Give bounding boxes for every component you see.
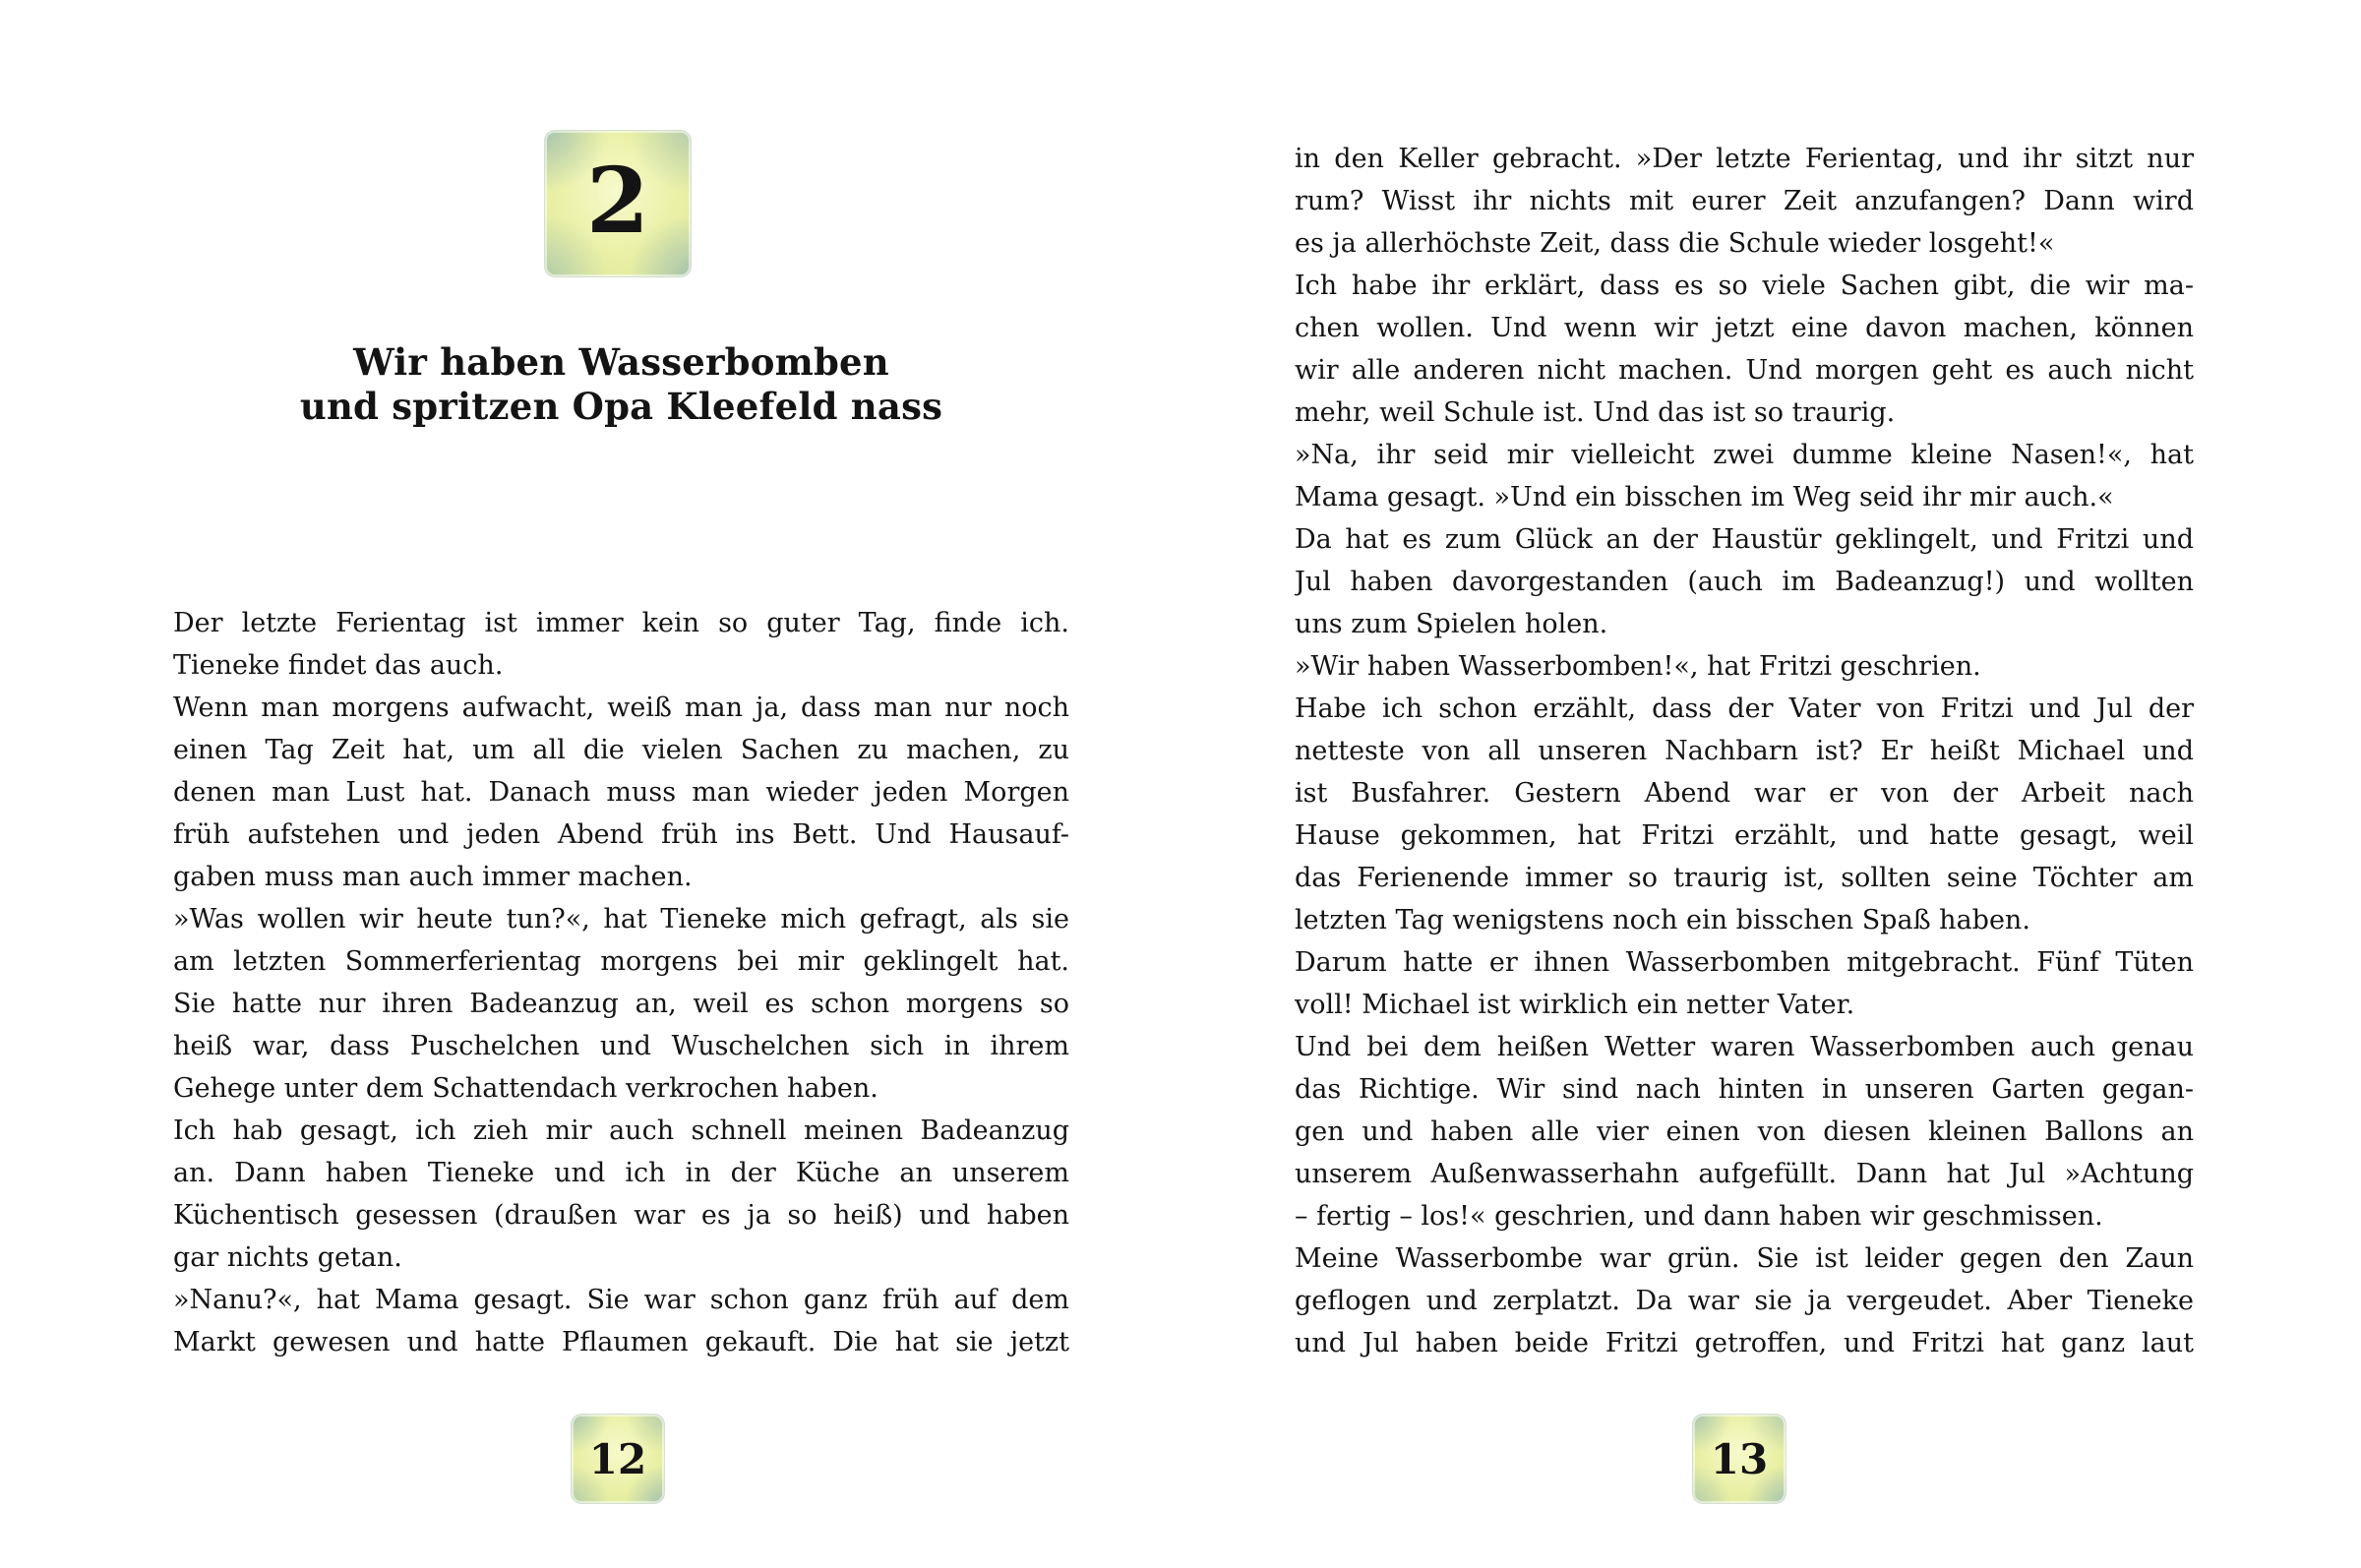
text-line: Meine Wasserbombe war grün. Sie ist leider gegen den Zaun — [1295, 1243, 2194, 1274]
chapter-number-badge — [545, 131, 691, 276]
text-line: netteste von all unseren Nachbarn ist? Er heißt Michael und — [1295, 736, 2194, 766]
text-line: Gehege unter dem Schattendach verkrochen haben. — [173, 1073, 878, 1104]
chapter-number: 2 — [585, 148, 649, 254]
text-line: uns zum Spielen holen. — [1295, 609, 1608, 639]
text-line: heiß war, dass Puschelchen und Wuschelchen sich in ihrem — [173, 1031, 1069, 1061]
text-line: Darum hatte er ihnen Wasserbomben mitgebracht. Fünf Tüten — [1295, 947, 2194, 978]
text-line: denen man Lust hat. Danach muss man wieder jeden Morgen — [173, 777, 1069, 808]
text-line: wir alle anderen nicht machen. Und morgen geht es auch nicht — [1295, 355, 2194, 386]
text-line: Der letzte Ferientag ist immer kein so guter Tag, finde ich. — [173, 608, 1069, 638]
text-line: gaben muss man auch immer machen. — [173, 862, 693, 892]
page-number-left: 12 — [588, 1434, 647, 1483]
text-line: Tieneke findet das auch. — [173, 650, 504, 681]
text-line: »Na, ihr seid mir vielleicht zwei dumme kleine Nasen!«, hat — [1295, 440, 2194, 470]
text-line: ist Busfahrer. Gestern Abend war er von der Arbeit nach — [1295, 778, 2194, 809]
text-line: »Was wollen wir heute tun?«, hat Tieneke mich gefragt, als sie — [173, 904, 1069, 935]
text-line: einen Tag Zeit hat, um all die vielen Sachen zu machen, zu — [173, 735, 1069, 765]
right-page-body — [1295, 138, 2194, 1364]
text-line: Mama gesagt. »Und ein bisschen im Weg seid ihr mir auch.« — [1295, 482, 2114, 513]
text-line: geflogen und zerplatzt. Da war sie ja vergeudet. Aber Tieneke — [1295, 1286, 2194, 1316]
text-line: unserem Außenwasserhahn aufgefüllt. Dann hat Jul »Achtung — [1295, 1159, 2194, 1189]
page-number-badge-right — [1693, 1415, 1786, 1503]
text-line: letzten Tag wenigstens noch ein bisschen Spaß haben. — [1295, 905, 2030, 935]
text-line: – fertig – los!« geschrien, und dann haben wir geschmissen. — [1295, 1201, 2103, 1232]
text-line: chen wollen. Und wenn wir jetzt eine davon machen, können — [1295, 313, 2194, 343]
text-line: das Ferienende immer so traurig ist, sollten seine Töchter am — [1295, 863, 2194, 893]
text-line: es ja allerhöchste Zeit, dass die Schule wieder losgeht!« — [1295, 228, 2055, 259]
text-line: in den Keller gebracht. »Der letzte Ferientag, und ihr sitzt nur — [1295, 144, 2194, 174]
text-line: »Wir haben Wasserbomben!«, hat Fritzi geschrien. — [1295, 651, 1981, 682]
text-line: Wenn man morgens aufwacht, weiß man ja, dass man nur noch — [173, 693, 1069, 723]
text-line: am letzten Sommerferientag morgens bei mir geklingelt hat. — [173, 946, 1069, 977]
text-line: gar nichts getan. — [173, 1242, 402, 1273]
text-line: Da hat es zum Glück an der Haustür geklingelt, und Fritzi und — [1295, 524, 2194, 555]
page-number-badge-left — [572, 1415, 664, 1503]
text-line: Jul haben davorgestanden (auch im Badeanzug!) und wollten — [1295, 567, 2194, 597]
text-line: Markt gewesen und hatte Pflaumen gekauft. Die hat sie jetzt — [173, 1327, 1069, 1357]
text-line: Und bei dem heißen Wetter waren Wasserbomben auch genau — [1295, 1032, 2194, 1062]
chapter-title — [173, 340, 1069, 429]
text-line: an. Dann haben Tieneke und ich in der Küche an unserem — [173, 1158, 1069, 1188]
left-page-body — [173, 602, 1069, 1363]
text-line: mehr, weil Schule ist. Und das ist so traurig. — [1295, 397, 1896, 428]
text-line: das Richtige. Wir sind nach hinten in unseren Garten gegan- — [1295, 1074, 2194, 1105]
text-line: »Nanu?«, hat Mama gesagt. Sie war schon ganz früh auf dem — [173, 1285, 1069, 1315]
text-line: voll! Michael ist wirklich ein netter Vater. — [1295, 990, 1855, 1020]
text-line: Hause gekommen, hat Fritzi erzählt, und hatte gesagt, weil — [1295, 820, 2194, 851]
text-line: Küchentisch gesessen (draußen war es ja so heiß) und haben — [173, 1200, 1069, 1231]
text-line: und Jul haben beide Fritzi getroffen, und Fritzi hat ganz laut — [1295, 1328, 2194, 1358]
text-line: rum? Wisst ihr nichts mit eurer Zeit anzufangen? Dann wird — [1295, 186, 2194, 216]
text-line: früh aufstehen und jeden Abend früh ins Bett. Und Hausauf- — [173, 819, 1069, 850]
text-line: Sie hatte nur ihren Badeanzug an, weil es schon morgens so — [173, 989, 1069, 1019]
text-line: Ich habe ihr erklärt, dass es so viele Sachen gibt, die wir ma- — [1295, 271, 2194, 301]
text-line: Ich hab gesagt, ich zieh mir auch schnell meinen Badeanzug — [173, 1116, 1069, 1146]
text-line: gen und haben alle vier einen von diesen kleinen Ballons an — [1295, 1116, 2194, 1147]
page-number-right: 13 — [1710, 1434, 1769, 1483]
chapter-title-line-1: Wir haben Wasserbomben — [353, 340, 889, 384]
text-line: Habe ich schon erzählt, dass der Vater von Fritzi und Jul der — [1295, 694, 2194, 724]
chapter-title-line-2: und spritzen Opa Kleefeld nass — [299, 385, 943, 428]
